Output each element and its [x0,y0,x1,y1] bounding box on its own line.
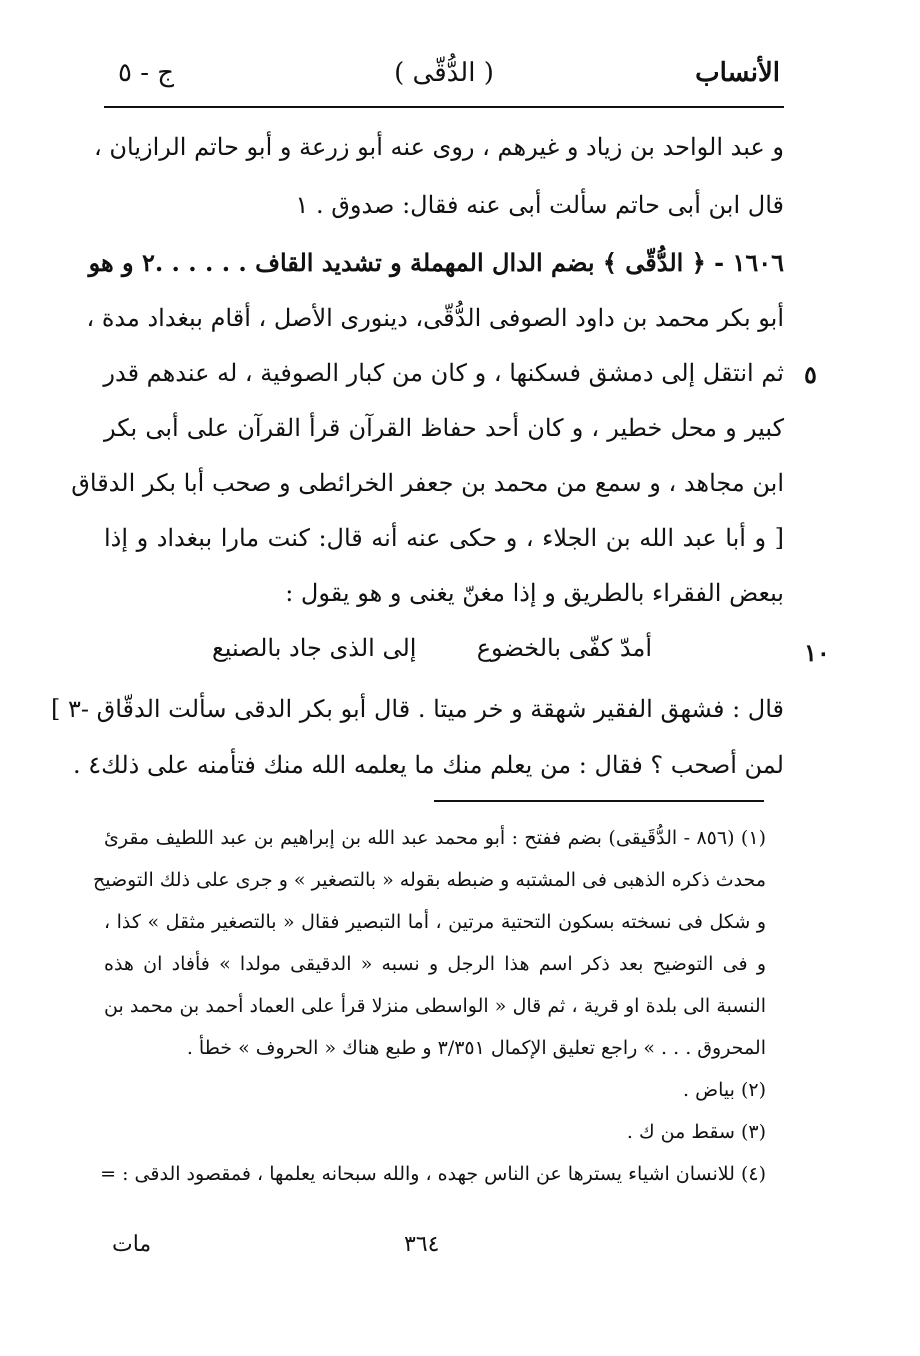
verse-hemistich-2: إلى الذى جاد بالصنيع [212,634,417,662]
catchword: مات [112,1232,152,1257]
text-line-8: [ و أبا عبد الله بن الجلاء ، و حكى عنه أنه قال: كنت مارا ببغداد و إذا [104,524,784,552]
entry-title: ( الدُّقّى ) [394,58,494,88]
text-line-11: لمن أصحب ؟ فقال : من يعلم منك ما يعلمه الله منك فتأمنه على ذلك٤ . [72,751,784,779]
header-rule [104,106,784,108]
verse-hemistich-1: أمدّ كفّى بالخضوع [476,634,652,662]
footnote-rule [434,800,764,802]
footnote-line-5: النسبة الى بلدة او قرية ، ثم قال « الواسطى منزلا قرأ على العماد أحمد بن محمد بن [104,995,766,1017]
margin-line-number-5: ٥ [804,360,817,389]
text-line-4: أبو بكر محمد بن داود الصوفى الدُّقّى، دينورى الأصل ، أقام ببغداد مدة ، [86,304,784,332]
text-line-2: قال ابن أبى حاتم سألت أبى عنه فقال: صدوق . ١ [295,191,784,219]
text-line-7: ابن مجاهد ، و سمع من محمد بن جعفر الخرائطى و صحب أبا بكر الدقاق [71,469,784,497]
footnote-line-1: (١) (٨٥٦ - الدُّقَيقى) بضم ففتح : أبو محمد عبد الله بن إبراهيم بن عبد اللطيف مقرئ [104,827,766,849]
margin-line-number-10: ١٠ [804,638,830,667]
footnote-2: (٢) بياض . [683,1079,766,1101]
footnote-line-2: محدث ذكره الذهبى فى المشتبه و ضبطه بقوله « بالتصغير » و جرى على ذلك التوضيح [92,869,766,891]
text-line-1: و عبد الواحد بن زياد و غيرهم ، روى عنه أبو زرعة و أبو حاتم الرازيان ، [94,133,784,161]
footnote-4: (٤) للانسان اشياء يسترها عن الناس جهده ، والله سبحانه يعلمها ، فمقصود الدقى : = [100,1163,766,1185]
running-header [108,58,780,102]
text-line-9: ببعض الفقراء بالطريق و إذا مغنّ يغنى و هو يقول : [285,579,784,607]
text-line-10: قال : فشهق الفقير شهقة و خر ميتا . قال أبو بكر الدقى سألت الدقّاق -٣ ] [50,695,784,723]
footnote-line-4: و فى التوضيح بعد ذكر اسم هذا الرجل و نسبه « الدقيقى مولدا » فأفاد ان هذه [104,953,766,975]
volume-label: ج - ٥ [118,58,175,88]
text-line-3: ١٦٠٦ - ﴿ الدُّقّى ﴾ بضم الدال المهملة و تشديد القاف . . . . . .٢ و هو [88,248,784,277]
footnote-3: (٣) سقط من ك . [626,1121,766,1143]
book-title: الأنساب [695,58,780,88]
text-line-6: كبير و محل خطير ، و كان أحد حفاظ القرآن قرأ القرآن على أبى بكر [104,414,784,442]
text-line-5: ثم انتقل إلى دمشق فسكنها ، و كان من كبار الصوفية ، له عندهم قدر [103,359,784,387]
footnote-line-6: المحروق . . . » راجع تعليق الإكمال ٣/٣٥١ و طبع هناك « الحروف » خطأ . [186,1037,766,1059]
page-number: ٣٦٤ [404,1232,440,1257]
footnote-line-3: و شكل فى نسخته بسكون التحتية مرتين ، أما التبصير فقال « بالتصغير مثقل » كذا ، [104,911,766,933]
